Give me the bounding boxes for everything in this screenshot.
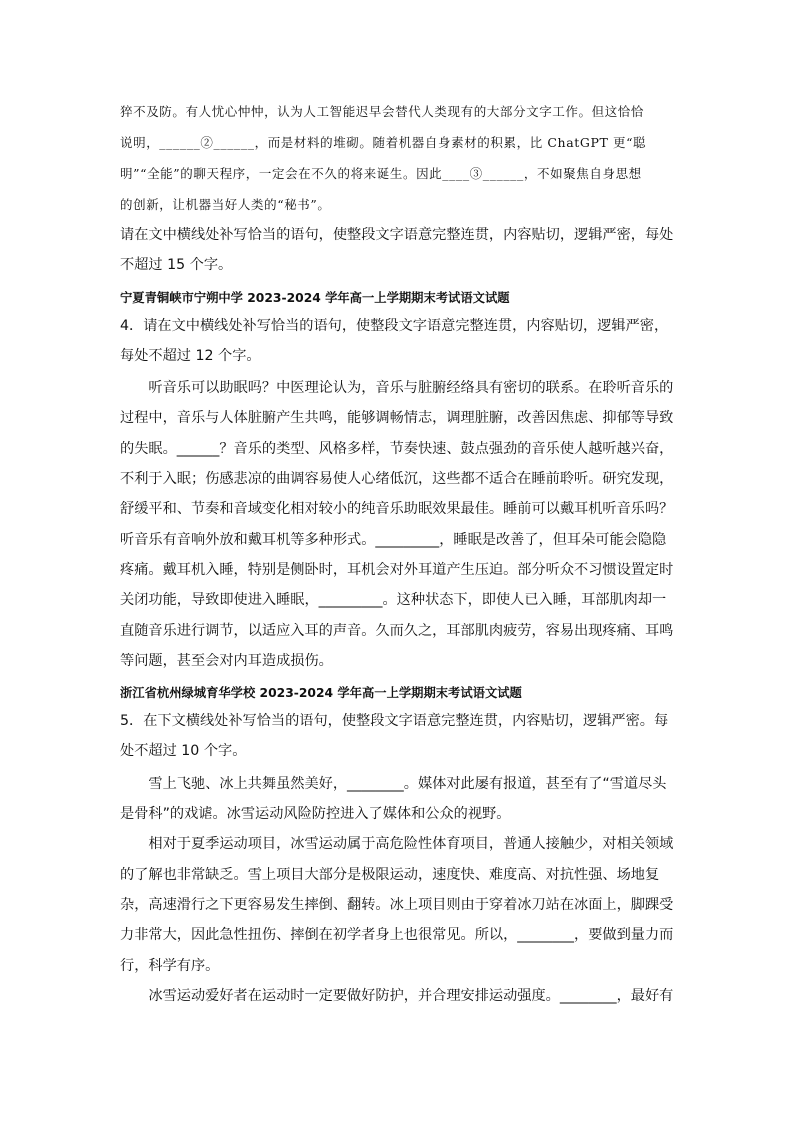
- q5-paragraph-3: 冰雪运动爱好者在运动时一定要做好防护，并合理安排运动强度。________，最好有: [148, 987, 674, 1004]
- passage-line: 的创新，让机器当好人类的“秘书”。: [120, 197, 331, 212]
- q5-paragraph-1: 雪上飞驰、冰上共舞虽然美好，________。媒体对此屡有报道，甚至有了“雪道尽头是骨科”的戏谑。冰雪运动风险防控进入了媒体和公众的视野。: [120, 775, 667, 823]
- passage-line: 猝不及防。有人忧心忡忡，认为人工智能迟早会替代人类现有的大部分文字工作。但这恰恰: [120, 104, 645, 119]
- q5-prompt: 5．在下文横线处补写恰当的语句，使整段文字语意完整连贯，内容贴切，逻辑严密。每处不超过 10 个字。: [120, 713, 669, 760]
- passage-tail: [120, 96, 676, 220]
- q4-source: 宁夏青铜峡市宁朔中学 2023-2024 学年高一上学期期末考试语文试题: [120, 290, 510, 305]
- document-page: [120, 96, 676, 1011]
- q5-paragraph-2: 相对于夏季运动项目，冰雪运动属于高危险性体育项目，普通人接触少，对相关领域的了解也非常缺乏。雪上项目大部分是极限运动，速度快、难度高、对抗性强、场地复杂，高速滑行之下更容易发生摔倒、翻转。冰上项目则由于穿着冰刀站在冰面上，脚踝受力非常大，因此急性扭伤、摔倒在初学者身上也很常见。所以，________，要做到量力而行，科学有序。: [120, 836, 674, 974]
- q4-paragraph: 听音乐可以助眠吗？中医理论认为，音乐与脏腑经络具有密切的联系。在聆听音乐的过程中，音乐与人体脏腑产生共鸣，能够调畅情志，调理脏腑，改善因焦虑、抑郁等导致的失眠。______？音乐的类型、风格多样，节奏快速、鼓点强劲的音乐使人越听越兴奋，不利于入眠；伤感悲凉的曲调容易使人心绪低沉，这些都不适合在睡前聆听。研究发现，舒缓平和、节奏和音域变化相对较小的纯音乐助眠效果最佳。睡前可以戴耳机听音乐吗？听音乐有音响外放和戴耳机等多种形式。_________，睡眠是改善了，但耳朵可能会隐隐疼痛。戴耳机入睡，特别是侧卧时，耳机会对外耳道产生压迫。部分听众不习惯设置定时关闭功能，导致即使进入睡眠，_________。这种状态下，即使人已入睡，耳部肌肉却一直随音乐进行调节，以适应入耳的声音。久而久之，耳部肌肉疲劳，容易出现疼痛、耳鸣等问题，甚至会对内耳造成损伤。: [120, 380, 674, 669]
- q5-source: 浙江省杭州绿城育华学校 2023-2024 学年高一上学期期末考试语文试题: [120, 686, 522, 701]
- passage-line: 明”“全能”的聊天程序，一定会在不久的将来诞生。因此____③______，不如聚焦自身思想: [120, 166, 642, 181]
- passage-line: 说明，______②______，而是材料的堆砌。随着机器自身素材的积累，比 ChatGPT 更“聪: [120, 135, 647, 150]
- q4-prompt: 4．请在文中横线处补写恰当的语句，使整段文字语意完整连贯，内容贴切，逻辑严密，每处不超过 12 个字。: [120, 317, 669, 364]
- q3-instruction: 请在文中横线处补写恰当的语句，使整段文字语意完整连贯，内容贴切，逻辑严密，每处不超过 15 个字。: [120, 227, 674, 274]
